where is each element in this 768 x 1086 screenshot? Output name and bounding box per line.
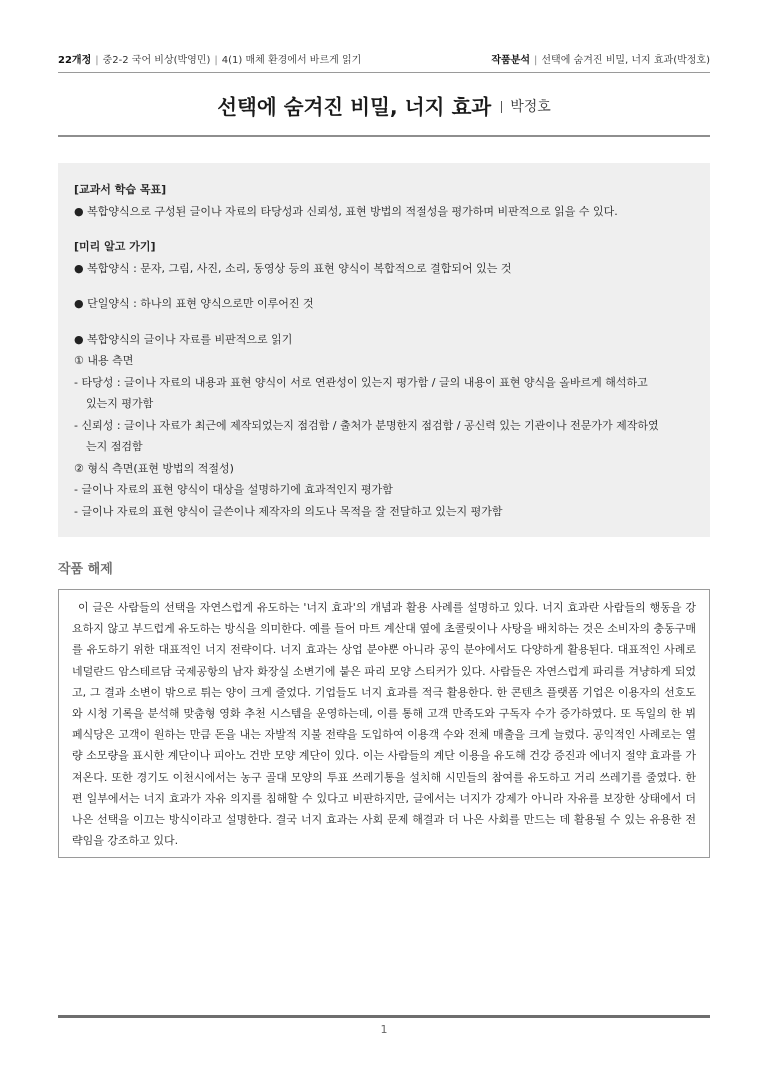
goal-item: ● 복합양식으로 구성된 글이나 자료의 타당성과 신뢰성, 표현 방법의 적절성을 평가하며 비판적으로 읽을 수 있다. <box>74 204 618 218</box>
prior-knowledge-heading: [미리 알고 가기] <box>74 240 156 253</box>
header-divider-line <box>58 72 710 73</box>
page-number: 1 <box>380 1023 388 1036</box>
header-left <box>58 54 361 68</box>
reliability-item: - 신뢰성 : 글이나 자료가 최근에 제작되었는지 점검함 / 출처가 분명한지 점검함 / 공신력 있는 기관이나 전문가가 제작하였 <box>74 418 659 432</box>
form-item: - 글이나 자료의 표현 양식이 대상을 설명하기에 효과적인지 평가함 <box>74 483 393 496</box>
form-item: - 글이나 자료의 표현 양식이 글쓴이나 제작자의 의도나 목적을 잘 전달하고 있는지 평가함 <box>74 504 503 518</box>
curriculum-label: 22개정 <box>58 55 92 66</box>
learning-goals-box <box>58 163 710 537</box>
critical-reading-item: ● 복합양식의 글이나 자료를 비판적으로 읽기 <box>74 332 293 346</box>
validity-item-continued: 있는지 평가함 <box>86 397 154 410</box>
analysis-label: 작품분석 <box>491 55 531 66</box>
goal-heading: [교과서 학습 목표] <box>74 183 167 196</box>
author-divider <box>501 101 502 113</box>
header-right <box>491 54 710 68</box>
page-header <box>58 54 710 68</box>
header-divider: | <box>534 55 538 66</box>
footer-divider-line <box>58 1015 710 1018</box>
work-reference: 선택에 숨겨진 비밀, 너지 효과(박정호) <box>541 55 710 66</box>
monomodal-definition: ● 단일양식 : 하나의 표현 양식으로만 이루어진 것 <box>74 297 314 310</box>
analysis-paragraph: 이 글은 사람들의 선택을 자연스럽게 유도하는 '너지 효과'의 개념과 활용 사례를 설명하고 있다. 너지 효과란 사람들의 행동을 강요하지 않고 부드럽게 유도하는 방식을 의미한다. 예를 들어 마트 계산대 옆에 초콜릿이나 사탕을 배치하는 것은 소비자의 충동구매를 유도하기 위한 대표적인 너지 전략이다. 너지 효과는 상업 분야뿐 아니라 공익 분야에서도 다양하게 활용된다. 대표적인 사례로 네덜란드 암스테르담 국제공항의 남자 화장실 소변기에 붙은 파리 모양 스티커가 있다. 사람들은 자연스럽게 파리를 겨냥하게 되었고, 그 결과 소변이 밖으로 튀는 양이 크게 줄었다. 기업들도 너지 효과를 적극 활용한다. 한 콘텐츠 플랫폼 기업은 이용자의 선호도와 시청 기록을 분석해 맞춤형 영화 추천 시스템을 운영하는데, 이를 통해 고객 만족도와 구독자 수가 증가하였다. 또 독일의 한 뷔페식당은 고객이 원하는 만큼 돈을 내는 자발적 지불 전략을 도입하여 이용객 수와 전체 매출을 크게 늘렸다. 공익적인 사례로는 열량 소모량을 표시한 계단이나 피아노 건반 모양 계단이 있다. 이는 사람들의 계단 이용을 유도해 건강 증진과 에너지 절약 효과를 가져온다. 또한 경기도 이천시에서는 농구 골대 모양의 투표 쓰레기통을 설치해 시민들의 참여를 유도하고 거리 쓰레기를 줄였다. 한편 일부에서는 너지 효과가 자유 의지를 침해할 수 있다고 비판하지만, 글에서는 너지가 강제가 아니라 자유를 보장한 상태에서 더 나은 선택을 이끄는 방식이라고 설명한다. 결국 너지 효과는 사회 문제 해결과 더 나은 사회를 만드는 데 활용될 수 있는 유용한 전략임을 강조하고 있다. <box>72 601 696 848</box>
content-aspect-label: ① 내용 측면 <box>74 354 134 367</box>
form-aspect-label: ② 형식 측면(표현 방법의 적절성) <box>74 461 234 475</box>
title-row <box>0 92 768 122</box>
analysis-box <box>58 589 710 858</box>
reliability-item-continued: 는지 점검함 <box>86 440 143 453</box>
multimodal-definition: ● 복합양식 : 문자, 그림, 사진, 소리, 동영상 등의 표현 양식이 복합적으로 결합되어 있는 것 <box>74 261 512 275</box>
validity-item: - 타당성 : 글이나 자료의 내용과 표현 양식이 서로 연관성이 있는지 평가함 / 글의 내용이 표현 양식을 올바르게 해석하고 <box>74 375 648 389</box>
header-divider: | <box>214 55 218 66</box>
header-divider: | <box>95 55 99 66</box>
page-title: 선택에 숨겨진 비밀, 너지 효과 <box>217 95 492 119</box>
analysis-heading: 작품 해제 <box>58 562 113 577</box>
title-divider-line <box>58 135 710 137</box>
author-name: 박정호 <box>510 99 551 115</box>
unit-label: 4(1) 매체 환경에서 바르게 읽기 <box>221 55 362 66</box>
course-label: 중2-2 국어 비상(박영민) <box>102 55 211 66</box>
